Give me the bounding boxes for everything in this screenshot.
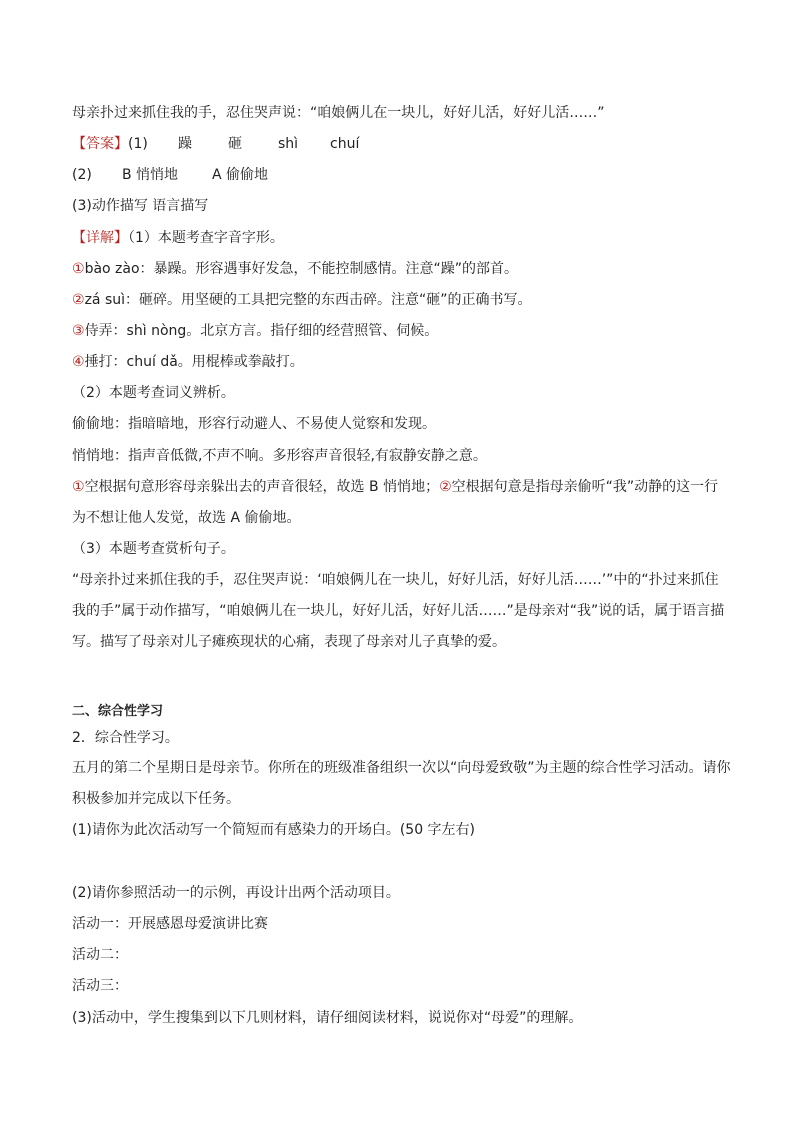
answer-q1-num: (1) [128,136,148,152]
item-text-3: 侍弄：shì nòng。北京方言。指仔细的经营照管、伺候。 [84,323,439,339]
detail-label: 【详解】 [72,230,128,246]
item-mark-1: ① [72,261,85,277]
answer-q1-b: 砸 [228,136,242,152]
part3-title: （3）本题考查赏析句子。 [72,541,235,557]
activity-1: 活动一：开展感恩母爱演讲比赛 [72,916,268,932]
activity-2: 活动二： [72,947,128,963]
part2-def-b: 悄悄地：指声音低微,不声不响。多形容声音很轻,有寂静安静之意。 [72,448,487,464]
answer-q1-d: chuí [330,136,360,152]
answer-q1-c: shì [278,136,299,152]
section-heading: 二、综合性学习 [72,704,164,719]
quote-paragraph: 母亲扑过来抓住我的手，忍住哭声说：“咱娘俩儿在一块儿，好好儿活，好好儿活……” [72,105,605,121]
detail-intro-row [72,229,722,247]
item-text-2: zá suì：砸碎。用坚硬的工具把完整的东西击碎。注意“砸”的正确书写。 [84,292,532,308]
detail-item-2 [72,291,722,309]
part3-line-3: 写。描写了母亲对儿子瘫痪现状的心痛，表现了母亲对儿子真挚的爱。 [72,634,506,650]
answer-q1-a: 躁 [178,136,192,152]
item-mark-3: ③ [72,323,85,339]
question-intro-1: 五月的第二个星期日是母亲节。你所在的班级准备组织一次以“向母爱致敬”为主题的综合性学习活动。请你 [72,760,731,776]
item-text-1: bào zào：暴躁。形容遇事好发急，不能控制感情。注意“躁”的部首。 [84,261,519,277]
answer-label: 【答案】 [72,136,128,152]
detail-item-3 [72,322,722,340]
part3-line-1: “母亲扑过来抓住我的手，忍住哭声说：‘咱娘俩儿在一块儿，好好儿活，好好儿活……’”中的“扑过来抓住 [72,572,719,588]
choice-text-2: 空根据句意是指母亲偷听“我”动静的这一行 [451,479,719,495]
question-intro-2: 积极参加并完成以下任务。 [72,791,240,807]
part3-line-2: 我的手”属于动作描写，“咱娘俩儿在一块儿，好好儿活，好好儿活……”是母亲对“我”说的话，属于语言描 [72,603,725,619]
part2-title: （2）本题考查词义辨析。 [72,385,235,401]
item-mark-2: ② [72,292,85,308]
answer-q2-b: A 偷偷地 [212,167,269,183]
task-1: (1)请你为此次活动写一个简短而有感染力的开场白。(50 字左右) [72,822,476,838]
part2-def-a: 偷偷地：指暗暗地，形容行动避人、不易使人觉察和发现。 [72,416,436,432]
detail-intro: （1）本题考查字音字形。 [128,230,284,246]
part2-choice-line-2: 为不想让他人发觉，故选 A 偷偷地。 [72,510,301,526]
answer-q2-num: (2) [72,167,92,183]
task-2: (2)请你参照活动一的示例，再设计出两个活动项目。 [72,885,400,901]
detail-item-4 [72,353,722,371]
answer-q3: (3)动作描写 语言描写 [72,198,209,214]
answer-q2-a: B 悄悄地 [122,167,179,183]
choice-mark-1: ① [72,479,85,495]
choice-mark-2: ② [439,479,452,495]
part2-choice-line-1 [72,478,722,496]
item-text-4: 捶打：chuí dǎ。用棍棒或拳敲打。 [84,354,304,370]
detail-item-1 [72,260,722,278]
choice-text-1: 空根据句意形容母亲躲出去的声音很轻，故选 B 悄悄地； [84,479,440,495]
item-mark-4: ④ [72,354,85,370]
activity-3: 活动三： [72,978,128,994]
task-3: (3)活动中，学生搜集到以下几则材料，请仔细阅读材料，说说你对“母爱”的理解。 [72,1010,583,1026]
question-title: 2．综合性学习。 [72,730,179,746]
